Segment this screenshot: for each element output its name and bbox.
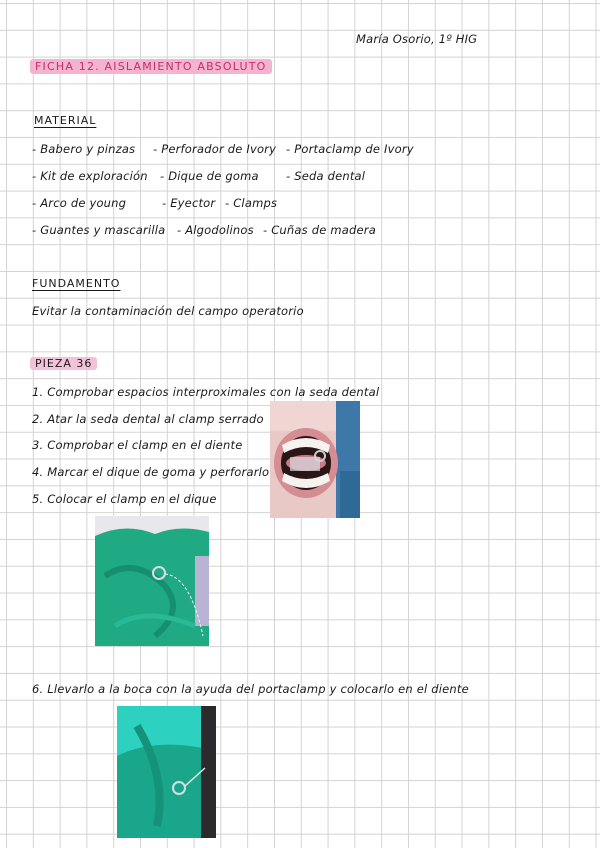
material-item: - Portaclamp de Ivory bbox=[286, 142, 414, 156]
fundamento-heading: FUNDAMENTO bbox=[32, 277, 121, 290]
material-item: - Perforador de Ivory bbox=[153, 142, 277, 156]
material-heading: MATERIAL bbox=[34, 114, 97, 127]
material-item: - Kit de exploración bbox=[32, 169, 148, 183]
material-item: - Clamps bbox=[225, 196, 278, 210]
material-item: - Arco de young bbox=[32, 196, 127, 210]
fundamento-text: Evitar la contaminación del campo operatorio bbox=[32, 304, 304, 318]
step-1: 1. Comprobar espacios interproximales con la seda dental bbox=[32, 385, 380, 399]
step-3: 3. Comprobar el clamp en el diente bbox=[32, 438, 243, 452]
material-item: - Seda dental bbox=[286, 169, 366, 183]
author-name: María Osorio, 1º HIG bbox=[356, 32, 478, 46]
dental-dam-photo bbox=[95, 516, 209, 646]
material-item: - Cuñas de madera bbox=[263, 223, 376, 237]
material-item: - Dique de goma bbox=[160, 169, 259, 183]
material-item: - Eyector bbox=[162, 196, 216, 210]
step-6: 6. Llevarlo a la boca con la ayuda del portaclamp y colocarlo en el diente bbox=[32, 682, 469, 696]
clamp-in-mouth-photo bbox=[117, 706, 216, 838]
dental-model-photo bbox=[270, 401, 360, 518]
pieza-label: PIEZA 36 bbox=[30, 357, 97, 370]
page-title: FICHA 12. AISLAMIENTO ABSOLUTO bbox=[30, 59, 272, 74]
material-item: - Guantes y mascarilla bbox=[32, 223, 166, 237]
step-2: 2. Atar la seda dental al clamp serrado bbox=[32, 412, 264, 426]
step-4: 4. Marcar el dique de goma y perforarlo bbox=[32, 465, 270, 479]
material-item: - Algodolinos bbox=[177, 223, 254, 237]
material-item: - Babero y pinzas bbox=[32, 142, 136, 156]
step-5: 5. Colocar el clamp en el dique bbox=[32, 492, 217, 506]
